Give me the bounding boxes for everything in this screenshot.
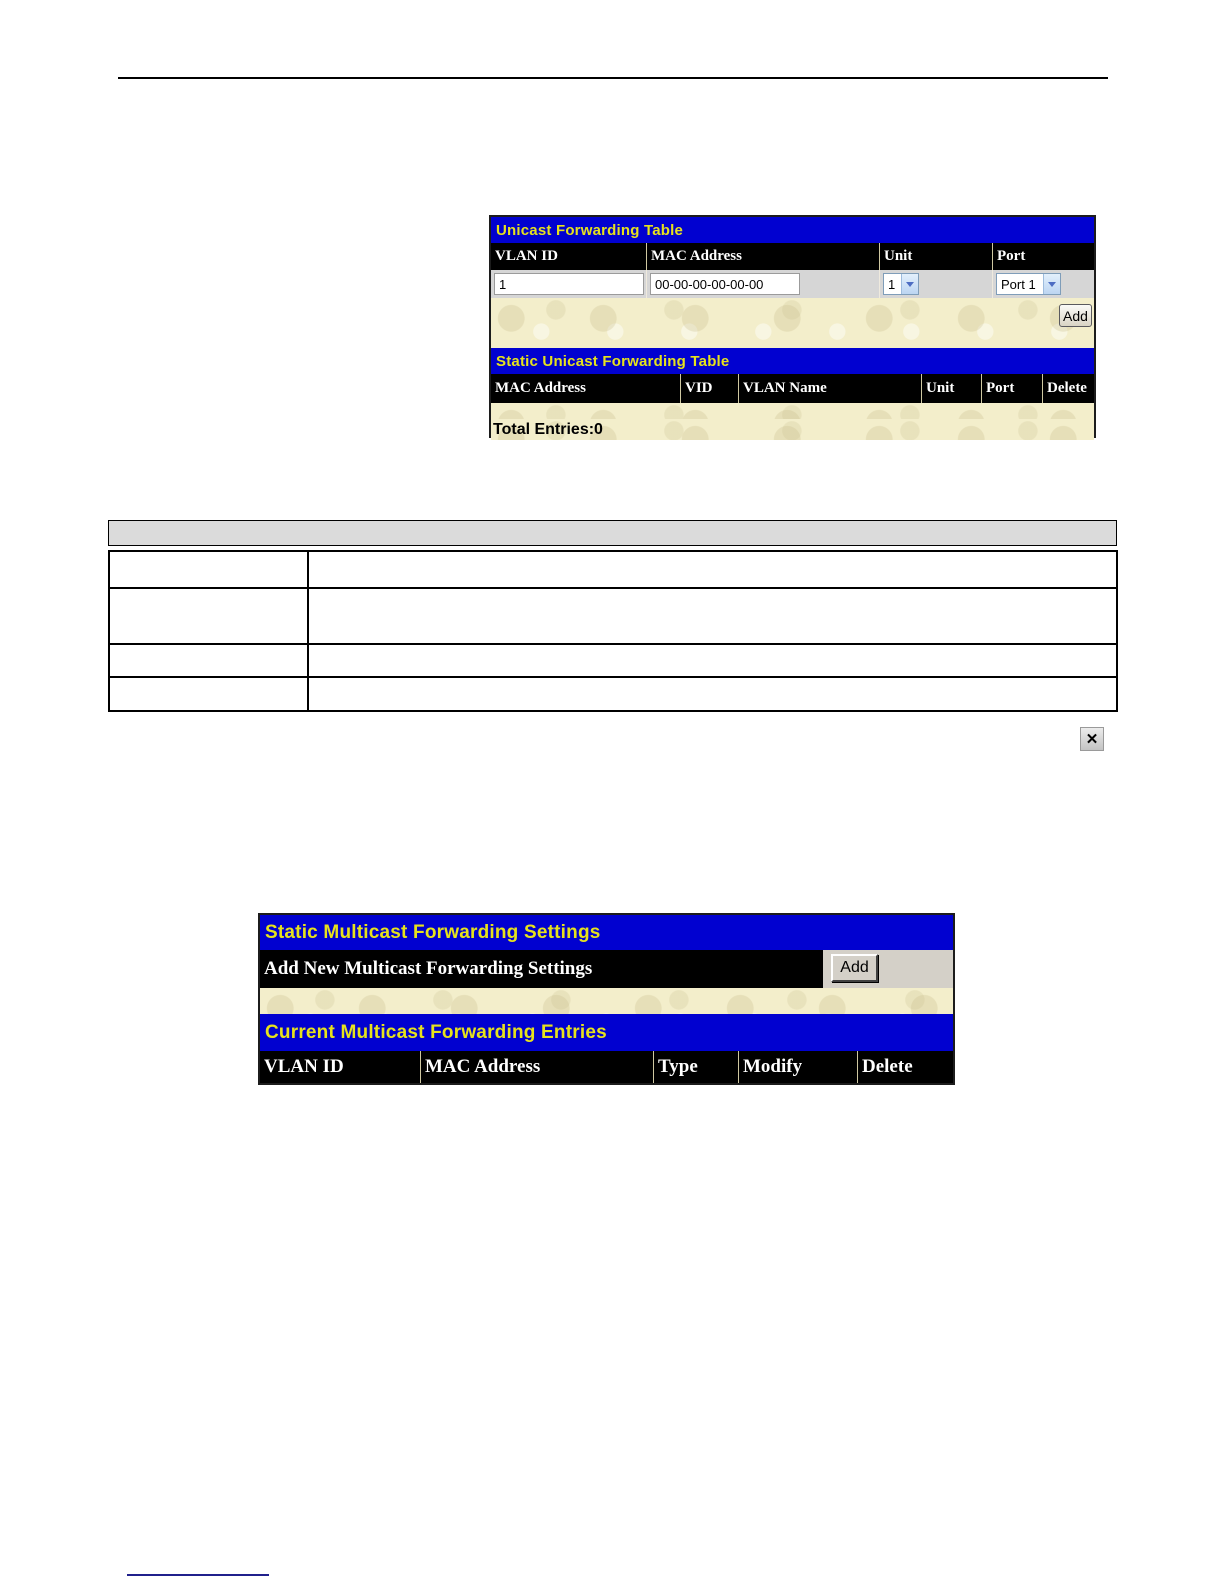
multicast-entries-title-text: Current Multicast Forwarding Entries [265,1021,607,1043]
param-cell [110,552,309,587]
mac-address-input[interactable]: 00-00-00-00-00-00 [650,273,800,295]
col-header-vlan-name: VLAN Name [738,374,921,403]
vlan-id-cell [491,270,646,298]
desc-cell [309,589,1116,643]
add-new-multicast-label: Add New Multicast Forwarding Settings [260,950,823,988]
unicast-add-button[interactable]: Add [1059,304,1092,327]
footer-link-rule[interactable] [127,1574,269,1576]
col-header-mac-address: MAC Address [646,243,879,270]
static-unicast-empty-row [491,403,1094,419]
col-header-unit: Unit [879,243,992,270]
chevron-down-icon[interactable] [1043,274,1060,294]
close-icon[interactable]: ✕ [1080,727,1104,751]
col-header-delete: Delete [857,1051,953,1083]
col-header-mac-address: MAC Address [495,380,586,396]
table-row [110,552,1116,587]
col-header-delete: Delete [1042,374,1094,403]
multicast-panel-title [260,915,953,950]
multicast-add-button[interactable]: Add [831,954,878,982]
col-header-type: Type [653,1051,738,1083]
mac-address-cell [646,270,879,298]
static-unicast-title [491,348,1094,374]
param-cell [110,645,309,676]
total-entries-label: Total Entries:0 [491,419,1094,440]
table-row [110,676,1116,710]
unicast-input-row [491,270,1094,298]
unit-select-value: 1 [888,276,896,292]
col-header-vlan-id: VLAN ID [495,248,558,264]
col-header-unit: Unit [921,374,981,403]
unit-select[interactable] [883,273,919,295]
unicast-header-row [491,243,1094,270]
chevron-down-icon[interactable] [901,274,918,294]
col-header-modify: Modify [738,1051,857,1083]
unicast-forwarding-panel [489,215,1096,438]
multicast-add-button-area [823,950,953,988]
multicast-spacer-row [260,988,953,1014]
multicast-header-row [260,1051,953,1083]
vlan-id-input[interactable]: 1 [494,273,644,295]
col-header-vid: VID [680,374,738,403]
param-cell [110,678,309,710]
unit-cell [879,270,992,298]
static-unicast-header-row [491,374,1094,403]
col-header-port: Port [992,243,1094,270]
desc-cell [309,645,1116,676]
port-select[interactable] [996,273,1061,295]
static-unicast-title-text: Static Unicast Forwarding Table [496,352,730,370]
desc-cell [309,552,1116,587]
table-row [110,587,1116,643]
unicast-panel-title [491,217,1094,243]
unicast-panel-title-text: Unicast Forwarding Table [496,221,684,239]
param-cell [110,589,309,643]
multicast-forwarding-panel [258,913,955,1085]
unicast-add-strip [491,298,1094,348]
page-header-rule [118,77,1108,79]
description-table [108,550,1118,712]
col-header-vlan-id: VLAN ID [264,1056,344,1077]
multicast-entries-title [260,1014,953,1051]
desc-cell [309,678,1116,710]
port-select-value: Port 1 [1001,276,1036,292]
col-header-port: Port [981,374,1042,403]
multicast-add-row [260,950,953,988]
col-header-mac-address: MAC Address [420,1051,653,1083]
description-table-header [108,520,1117,546]
port-cell [992,270,1094,298]
multicast-panel-title-text: Static Multicast Forwarding Settings [265,921,601,943]
table-row [110,643,1116,676]
